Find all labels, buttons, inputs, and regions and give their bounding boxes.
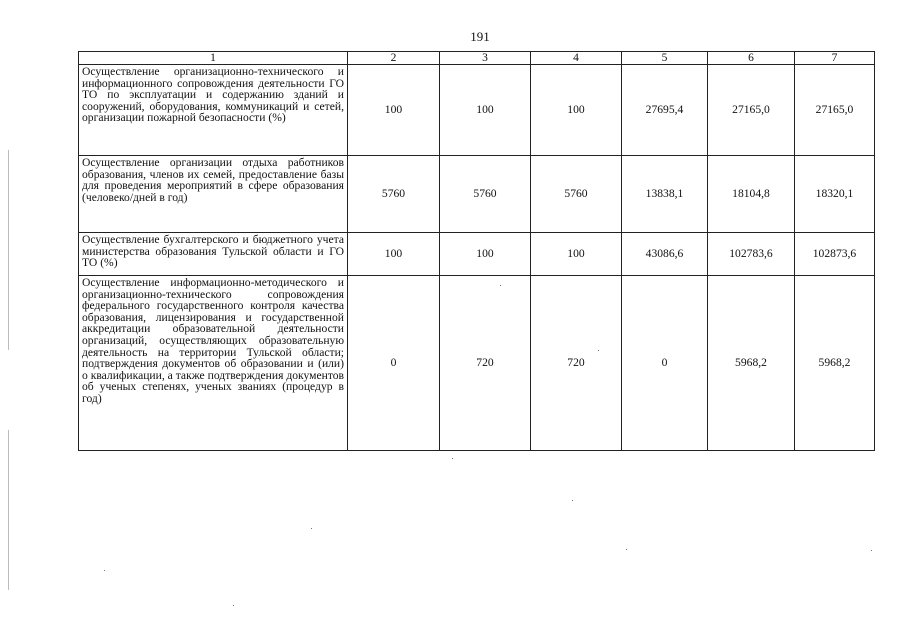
row-description: Осуществление организации отдыха работников образования, членов их семей, предоставление базы для проведения мероприятий в сфере образования (человеко/дней в год) — [79, 156, 348, 233]
header-cell: 3 — [440, 52, 531, 65]
table-header-row — [79, 52, 875, 65]
row-value: 5968,2 — [795, 276, 875, 451]
table-row — [79, 276, 875, 451]
scan-artifact — [452, 458, 453, 459]
row-value: 18320,1 — [795, 156, 875, 233]
page-number: 191 — [470, 29, 490, 44]
header-cell: 4 — [531, 52, 622, 65]
row-value: 18104,8 — [708, 156, 795, 233]
header-cell: 6 — [708, 52, 795, 65]
row-value: 100 — [440, 65, 531, 156]
row-description: Осуществление организационно-технического и информационного сопровождения деятельности ГО ТО по эксплуатации и содержанию зданий и сооружений, оборудования, коммуникаций и сетей, организации пожарной безопасности (%) — [79, 65, 348, 156]
scan-artifact — [311, 528, 312, 529]
row-value: 0 — [622, 276, 708, 451]
scan-artifact — [626, 549, 627, 550]
scan-artifact — [598, 350, 599, 351]
scan-artifact — [104, 570, 105, 571]
scan-artifact — [871, 550, 872, 551]
row-value: 100 — [440, 233, 531, 276]
row-description: Осуществление бухгалтерского и бюджетного учета министерства образования Тульской области и ГО ТО (%) — [79, 233, 348, 276]
table-row — [79, 156, 875, 233]
scan-artifact — [8, 150, 9, 350]
row-value: 5760 — [531, 156, 622, 233]
header-cell: 7 — [795, 52, 875, 65]
row-value: 13838,1 — [622, 156, 708, 233]
table-row — [79, 65, 875, 156]
row-value: 720 — [440, 276, 531, 451]
row-value: 27165,0 — [708, 65, 795, 156]
row-value: 5760 — [348, 156, 440, 233]
row-value: 102783,6 — [708, 233, 795, 276]
row-value: 27165,0 — [795, 65, 875, 156]
row-value: 102873,6 — [795, 233, 875, 276]
scan-artifact — [572, 500, 573, 501]
row-value: 5968,2 — [708, 276, 795, 451]
row-description: Осуществление информационно-методического и организационно-технического сопровождения федерального государственного контроля качества образования, лицензирования и государственной аккредитации образовательной деятельности организаций, осуществляющих образовательную деятельность на территории Тульской области; подтверждения документов об образовании и (или) о квалификации, а также подтверждения документов об ученых степенях, ученых званиях (процедур в год) — [79, 276, 348, 451]
row-value: 27695,4 — [622, 65, 708, 156]
header-cell: 1 — [79, 52, 348, 65]
scan-artifact — [233, 605, 234, 606]
row-value: 720 — [531, 276, 622, 451]
row-value: 100 — [531, 65, 622, 156]
row-value: 43086,6 — [622, 233, 708, 276]
scan-artifact — [8, 430, 9, 590]
row-value: 100 — [531, 233, 622, 276]
row-value: 0 — [348, 276, 440, 451]
row-value: 5760 — [440, 156, 531, 233]
header-cell: 2 — [348, 52, 440, 65]
row-value: 100 — [348, 233, 440, 276]
scan-artifact — [500, 285, 501, 286]
row-value: 100 — [348, 65, 440, 156]
table-row — [79, 233, 875, 276]
header-cell: 5 — [622, 52, 708, 65]
data-table — [78, 51, 875, 451]
